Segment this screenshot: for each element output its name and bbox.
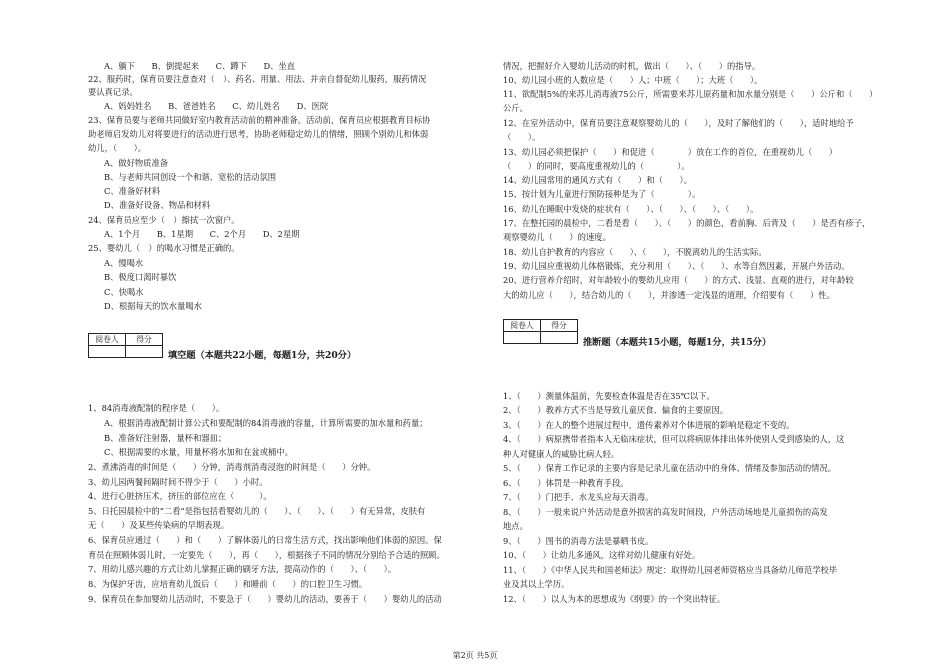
fill-q9-cont: 情况，把握好介入婴幼儿活动的时机，做出（ ）、（ ）的指导。	[503, 61, 761, 71]
fill-q5: 5、日托园晨检中的“二看”是指包括看婴幼儿的（ ）、（ ）、（ ）有无异常，皮肤有	[88, 506, 426, 516]
judge-q4: 4、（ ）病原携带者指本人无临床症状，但可以将病原体排出体外使别人受到感染的人，这	[503, 434, 845, 444]
q22-text: 22、服药时，保育员要注意查对（ ）、药名、用量、用法、并亲自督促幼儿服药，服药情况	[88, 74, 427, 84]
q23-text-cont: 幼儿，（ ）。	[88, 143, 147, 153]
fill-q15: 15、按计划为儿童进行预防接种是为了（ ）。	[503, 189, 701, 199]
q25-option-c: C、快喝水	[104, 287, 144, 297]
fill-q6: 6、保育员应通过（ ）和（ ）了解体弱儿的日常生活方式，找出影响他们体弱的原因。保	[88, 535, 442, 545]
fill-q8: 8、为保护牙齿，应培育幼儿饭后（ ）和睡前（ ）的口腔卫生习惯。	[88, 579, 368, 589]
fill-q13: 13、幼儿园必须把保护（ ）和促进（ ）放在工作的首位，在重视幼儿（ ）	[503, 147, 838, 157]
judge-q11: 11、（ ）《中华人民共和国老师法》规定：取得幼儿园老师资格应当具备幼儿师范学校毕	[503, 565, 838, 575]
judge-q8: 8、（ ）一般来说户外活动是意外损害的高发时间段，户外活动场地是儿童损伤的高发	[503, 507, 828, 517]
q22-text-cont: 要认真记录。	[88, 87, 138, 97]
fill-q4: 4、进行心脏挤压术，挤压的部位应在（ ）。	[88, 491, 272, 501]
fill-q5-cont: 无（ ）及某些传染病的早期表现。	[88, 520, 230, 530]
q25-option-b: B、极度口渴时暴饮	[104, 272, 177, 282]
fill-q12-cont: （ ）。	[503, 132, 541, 142]
q25-option-d: D、根据每天的饮水量喝水	[104, 301, 202, 311]
fill-q11: 11、欲配制5%的来苏儿消毒液75公斤，所需要来苏儿原药量和加水量分别是（ ）公斤和（ ）	[503, 89, 878, 99]
reviewer-cell[interactable]	[504, 332, 541, 344]
fill-q1-step-c: C、根据需要的水量，用量杯将水加和在盆或桶中。	[104, 447, 293, 457]
score-label: 得分	[541, 320, 578, 332]
score-box-judge	[503, 319, 578, 344]
section-title-fill: 填空题（本题共22小题，每题1分，共20分）	[168, 350, 357, 361]
q24-options: A、1个月 B、1星期 C、2个月 D、2星期	[104, 229, 300, 239]
judge-q6: 6、（ ）体罚是一种教育手段。	[503, 478, 629, 488]
fill-q7: 7、用幼儿感兴趣的方式让幼儿掌握正确的刷牙方法，提高动作的（ ）、（ ）。	[88, 564, 397, 574]
judge-q9: 9、（ ）图书的消毒方法是暴晒书皮。	[503, 536, 654, 546]
fill-q1: 1、84消毒液配制的程序是（ ）。	[88, 403, 225, 413]
q23-text: 23、保育员要与老师共同做好室内教育活动前的精神准备。活动前，保育员应根据教育目标协	[88, 115, 431, 125]
judge-q10: 10、（ ）让幼儿多通风，这样对幼儿健康有好处。	[503, 550, 701, 560]
q23-option-c: C、准备好材料	[104, 186, 161, 196]
fill-q1-step-b: B、准备好注射器，量杯和器皿；	[104, 433, 227, 443]
fill-q17-cont: 观察婴幼儿（ ）的速度。	[503, 232, 611, 242]
reviewer-cell[interactable]	[89, 346, 126, 358]
fill-q18: 18、幼儿自护教育的内容应（ ）、（ ），不脱离幼儿的生活实际。	[503, 247, 767, 257]
fill-q13-cont: （ ）的同时，要高度重视幼儿的（ ）。	[503, 161, 690, 171]
judge-q5: 5、（ ）保育工作记录的主要内容是记录儿童在活动中的身体、情绪及参加活动的情况。	[503, 463, 837, 473]
judge-q1: 1、（ ）测量体温前，先要检查体温是否在35℃以下。	[503, 391, 715, 401]
fill-q14: 14、幼儿园常用的通风方式有（ ）和（ ）。	[503, 175, 692, 185]
q23-option-b: B、与老师共同创设一个和谐、宽松的活动氛围	[104, 172, 277, 182]
score-cell[interactable]	[541, 332, 578, 344]
fill-q16: 16、幼儿在睡眠中发烧的症状有（ ）、（ ）、（ ）、（ ）。	[503, 204, 759, 214]
score-box-fill	[88, 333, 163, 358]
fill-q12: 12、在室外活动中，保育员要注意观察婴幼儿的（ ），及时了解他们的（ ），适时地给予	[503, 118, 854, 128]
fill-q19: 19、幼儿园应重视幼儿体格锻炼，充分利用（ ）、（ ）、水等自然因素，开展户外活动。	[503, 261, 850, 271]
q25-option-a: A、慢喝水	[104, 258, 144, 268]
judge-q11-cont: 业及其以上学历。	[503, 579, 570, 589]
q23-text-cont: 助老师启发幼儿对将要进行的活动进行思考，协助老师稳定幼儿的情绪，照顾个别幼儿和体弱	[88, 129, 429, 139]
score-label: 得分	[126, 334, 163, 346]
judge-q12: 12、（ ）以人为本的思想成为《纲要》的一个突出特征。	[503, 594, 726, 604]
judge-q2: 2、（ ）教养方式不当是导致儿童厌食、偏食的主要原因。	[503, 405, 729, 415]
judge-q3: 3、（ ）在人的整个进展过程中，遗传素养对个体进展的影响是稳定不变的。	[503, 420, 795, 430]
q22-options: A、妈妈姓名 B、爸爸姓名 C、幼儿姓名 D、医院	[104, 101, 329, 111]
fill-q17: 17、在整托园的晨检中，二看是看（ ）、（ ）的颜色，看前胸、后背及（ ）是否有疹子，	[503, 218, 871, 228]
fill-q1-step-a: A、根据消毒液配制计算公式和要配制的84消毒液的容量，计算所需要的加水量和药量；	[104, 418, 428, 428]
page-number: 第2页 共5页	[452, 651, 498, 660]
fill-q6-cont: 育员在照顾体弱儿时，一定要先（ ），再（ ），根据孩子不同的情况分别给予合适的照顾。	[88, 550, 445, 560]
fill-q20-cont: 大的幼儿应（ ），结合幼儿的（ ），并渗透一定浅显的道理，介绍要有（ ）性。	[503, 290, 835, 300]
fill-q2: 2、煮沸消毒的时间是（ ）分钟，消毒剂消毒浸泡的时间是（ ）分钟。	[88, 462, 376, 472]
fill-q9: 9、保育员在参加婴幼儿活动时，不要急于（ ）婴幼儿的活动，要善于（ ）婴幼儿的活动	[88, 594, 442, 604]
q25-text: 25、婴幼儿（ ）的喝水习惯是正确的。	[88, 243, 240, 253]
fill-q20: 20、进行营养介绍时，对年龄较小的婴幼儿应用（ ）的方式、浅显、直观的进行，对年龄较	[503, 275, 854, 285]
reviewer-label: 阅卷人	[504, 320, 541, 332]
q21-options: A、躺下 B、倒提起来 C、蹲下 D、坐直	[104, 61, 296, 71]
judge-q8-cont: 地点。	[503, 521, 528, 531]
section-title-judge: 推断题（本题共15小题，每题1分，共15分）	[583, 337, 772, 348]
q24-text: 24、保育员应至少（ ）擦拭一次窗户。	[88, 215, 240, 225]
fill-q10: 10、幼儿园小班的人数应是（ ）人；中班（ ）；大班（ ）。	[503, 75, 763, 85]
reviewer-label: 阅卷人	[89, 334, 126, 346]
fill-q3: 3、幼儿园两餐间隔时间不得少于（ ）小时。	[88, 477, 268, 487]
q23-option-d: D、准备好设备、物品和材料	[104, 200, 211, 210]
q23-option-a: A、做好物质准备	[104, 158, 169, 168]
score-cell[interactable]	[126, 346, 163, 358]
judge-q4-cont: 种人对健康人的威胁比病人轻。	[503, 449, 620, 459]
fill-q11-cont: 公斤。	[503, 103, 528, 113]
judge-q7: 7、（ ）门把手、水龙头应每天消毒。	[503, 492, 654, 502]
